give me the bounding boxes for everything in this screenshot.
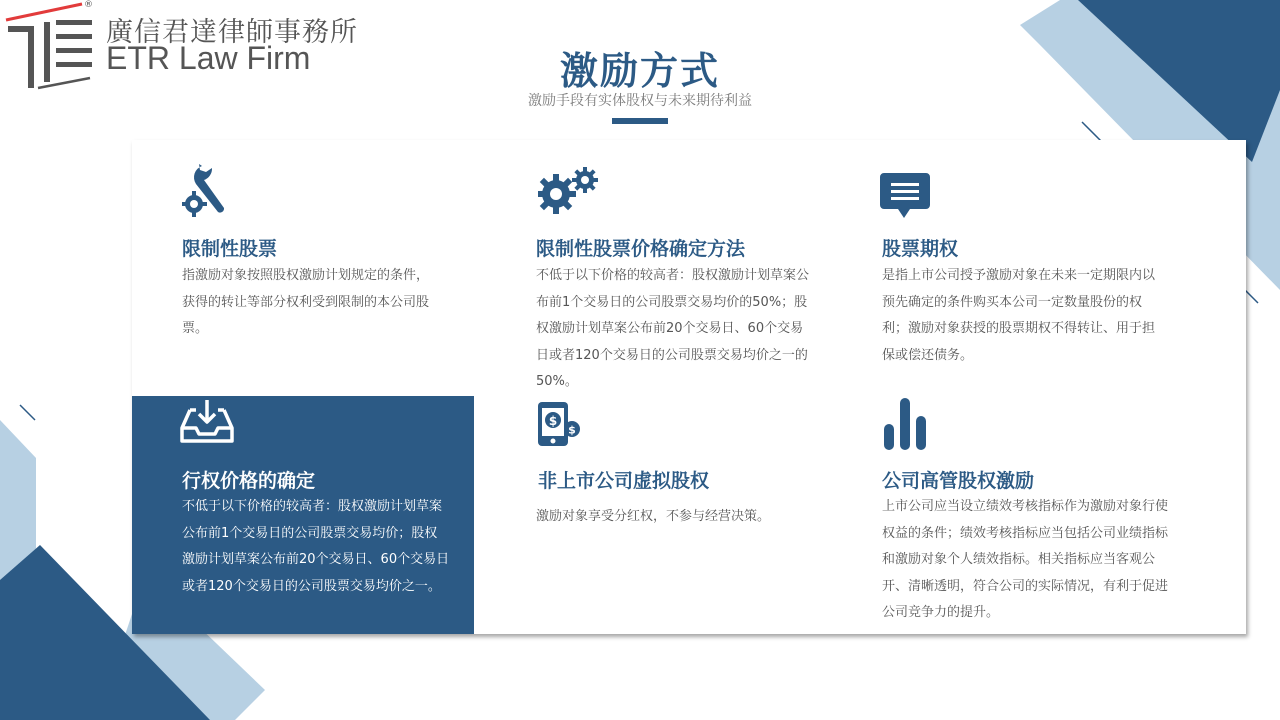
card-title: 行权价格的确定 xyxy=(182,470,316,492)
svg-text:$: $ xyxy=(548,414,558,428)
deco-line-l xyxy=(20,405,35,420)
card-title: 非上市公司虚拟股权 xyxy=(538,470,710,492)
svg-text:$: $ xyxy=(568,423,576,437)
title-underline xyxy=(612,118,668,124)
card-text: 是指上市公司授予激励对象在未来一定期限内以预先确定的条件购买本公司一定数量股份的权利；激励对象获授的股票期权不得转让、用于担保或偿还债务。 xyxy=(882,268,1156,363)
logo-name-cn: 廣信君達律師事務所 xyxy=(106,17,358,48)
firm-logo-icon xyxy=(4,2,102,92)
inbox-download-icon xyxy=(180,398,234,444)
mobile-dollar-icon xyxy=(536,400,584,450)
card-title: 限制性股票价格确定方法 xyxy=(536,238,746,260)
page-title: 激励方式 xyxy=(559,49,720,93)
card-text: 不低于以下价格的较高者：股权激励计划草案公布前1个交易日的公司股票交易均价的50%；股权激励计划草案公布前20个交易日、60个交易日或者120个交易日的公司股票交易均价之一的50%。 xyxy=(536,268,810,389)
card-title: 公司高管股权激励 xyxy=(882,470,1035,492)
card-title: 股票期权 xyxy=(882,238,959,260)
card-title: 限制性股票 xyxy=(182,238,278,260)
card-text: 不低于以下价格的较高者：股权激励计划草案公布前1个交易日的公司股票交易均价；股权激励计划草案公布前20个交易日、60个交易日或者120个交易日的公司股票交易均价之一。 xyxy=(182,499,450,594)
card-text: 激励对象享受分红权，不参与经营决策。 xyxy=(536,509,771,524)
deco-line-r xyxy=(1245,290,1258,303)
gears-icon xyxy=(538,166,600,216)
card-text: 上市公司应当设立绩效考核指标作为激励对象行使权益的条件；绩效考核指标应当包括公司业绩指标和激励对象个人绩效指标。相关指标应当客观公开、清晰透明，符合公司的实际情况，有利于促进公司竞争力的提升。 xyxy=(882,499,1169,620)
registered-mark: ® xyxy=(84,0,93,10)
page-subtitle: 激励手段有实体股权与未来期待利益 xyxy=(528,93,752,109)
bar-chart-icon xyxy=(884,396,928,450)
wrench-gear-icon xyxy=(182,164,232,220)
card-text: 指激励对象按照股权激励计划规定的条件，获得的转让等部分权利受到限制的本公司股票。 xyxy=(182,268,430,336)
logo-name-en: ETR Law Firm xyxy=(106,40,311,76)
chat-bubble-icon xyxy=(880,171,932,221)
